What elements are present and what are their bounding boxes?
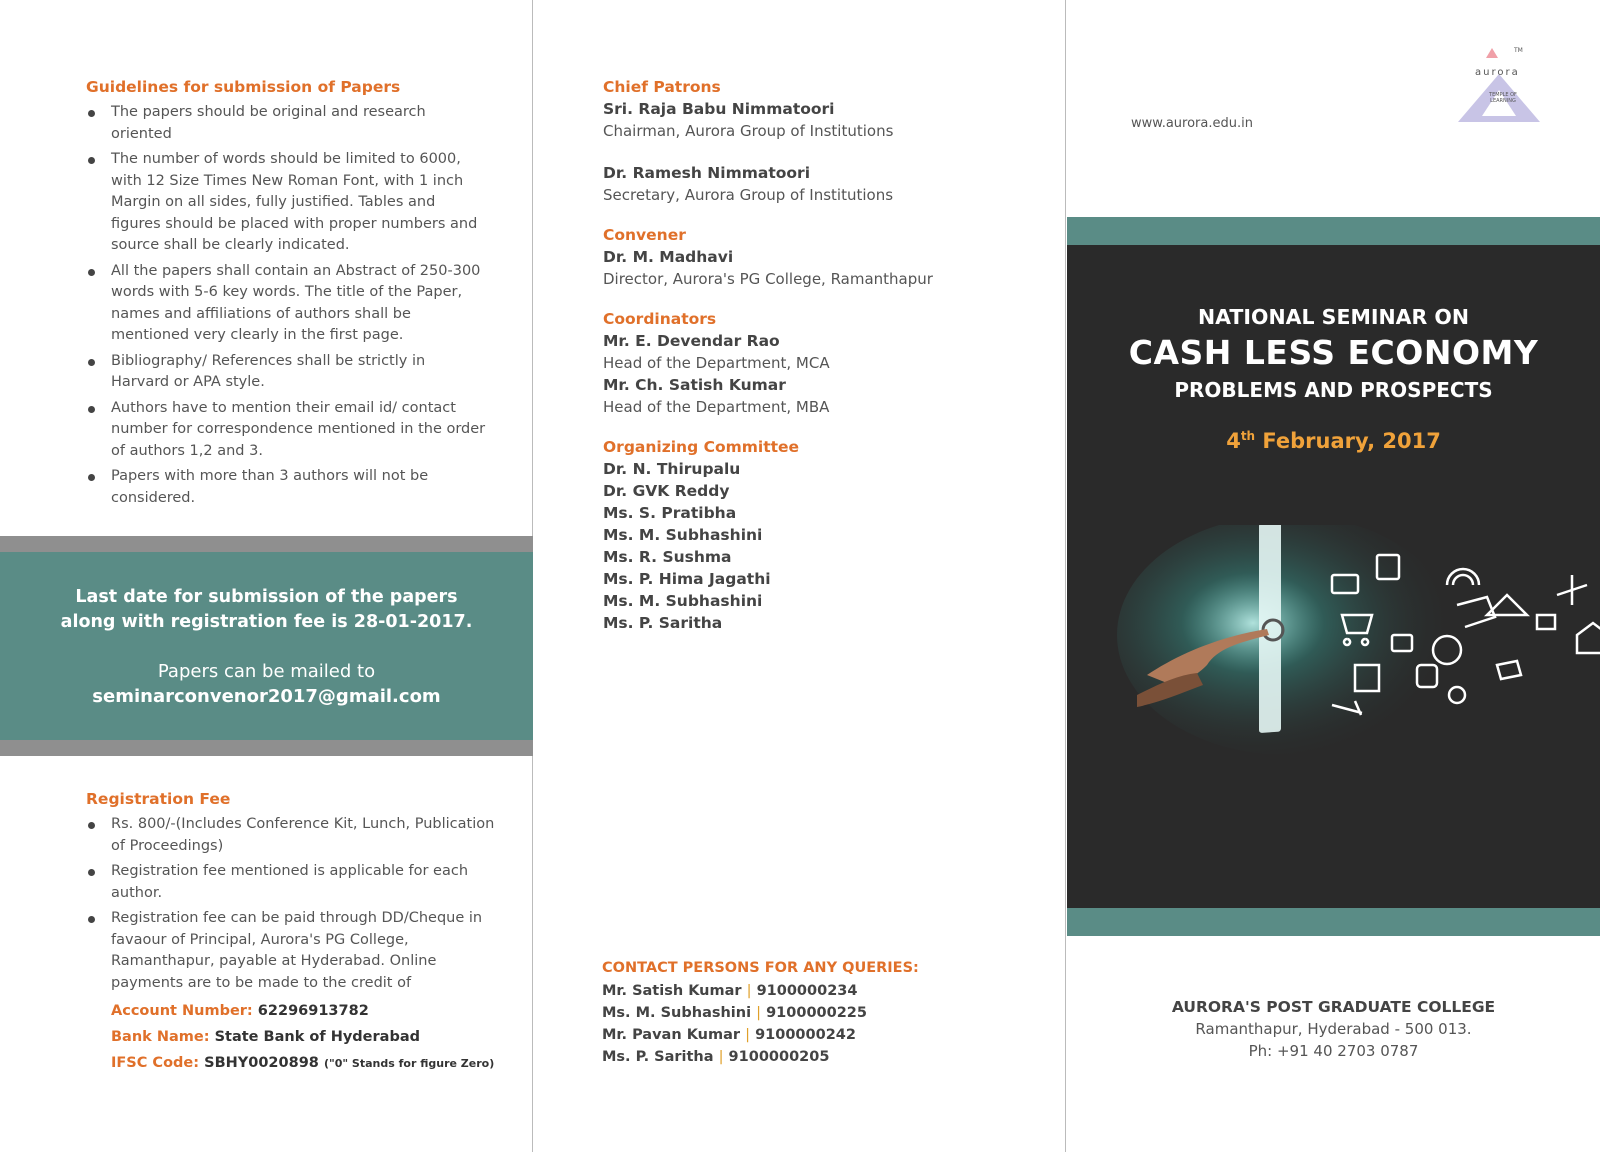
organizing-title: Organizing Committee <box>603 438 800 456</box>
seminar-title-line1: NATIONAL SEMINAR ON <box>1197 305 1469 329</box>
contact-phone[interactable]: 9100000234 <box>756 983 858 999</box>
contact-name: Mr. Satish Kumar <box>602 983 742 999</box>
list-item: Registration fee can be paid through DD/Cheque in favaour of Principal, Aurora's PG College, Ramanthapur, payable at Hyderabad. Online payments are to be made to the credit of <box>86 908 496 994</box>
date-suffix: th <box>1240 429 1256 443</box>
committee-member: Ms. M. Subhashini <box>603 592 763 610</box>
seminar-title-main: CASH LESS ECONOMY <box>1128 333 1539 372</box>
coordinators-title: Coordinators <box>603 310 717 328</box>
ifsc-note: ("0" Stands for figure Zero) <box>323 1057 495 1070</box>
account-number <box>86 998 496 1024</box>
list-item: Authors have to mention their email id/ contact number for correspondence mentioned in the order of authors 1,2 and 3. <box>86 398 486 463</box>
patron-role: Chairman, Aurora Group of Institutions <box>603 122 894 140</box>
contacts-section <box>602 960 1042 1068</box>
left-panel <box>0 0 533 1152</box>
contact-row <box>602 1024 1042 1046</box>
account-label: Account Number: <box>111 1003 253 1019</box>
convener-title: Convener <box>603 226 686 244</box>
date-rest: February, 2017 <box>1255 429 1441 453</box>
college-phone: Ph: +91 40 2703 0787 <box>1248 1042 1419 1060</box>
bank-value: State Bank of Hyderabad <box>214 1029 420 1045</box>
website-link[interactable]: www.aurora.edu.in <box>1131 116 1253 131</box>
bank-name <box>86 1024 496 1050</box>
convener-role: Director, Aurora's PG College, Ramanthapur <box>603 270 933 288</box>
logo-tm: TM <box>1514 47 1523 54</box>
ifsc-code <box>86 1050 496 1077</box>
committee-section <box>603 78 1043 634</box>
college-name: AURORA'S POST GRADUATE COLLEGE <box>1171 998 1496 1016</box>
contact-phone[interactable]: 9100000205 <box>728 1049 830 1065</box>
deadline-text <box>0 585 533 635</box>
contact-row <box>602 1002 1042 1024</box>
committee-member: Dr. N. Thirupalu <box>603 460 741 478</box>
coordinator-name: Mr. Ch. Satish Kumar <box>603 376 786 394</box>
logo-tagline: TEMPLE OF LEARNING <box>1489 92 1517 104</box>
logo-wordmark: aurora <box>1475 67 1520 78</box>
list-item: Rs. 800/-(Includes Conference Kit, Lunch, Publication of Proceedings) <box>86 814 496 857</box>
seminar-subtitle: PROBLEMS AND PROSPECTS <box>1174 378 1493 402</box>
gray-band-top <box>0 536 533 552</box>
aurora-logo-icon <box>1454 44 1544 126</box>
mail-label: Papers can be mailed to <box>157 661 376 682</box>
separator: | <box>756 1005 762 1021</box>
contact-name: Mr. Pavan Kumar <box>602 1027 741 1043</box>
contacts-title: CONTACT PERSONS FOR ANY QUERIES: <box>602 960 919 976</box>
guidelines-list <box>86 102 486 509</box>
list-item: Registration fee mentioned is applicable for each author. <box>86 861 496 904</box>
seminar-date <box>1067 429 1600 453</box>
gray-band-bottom <box>0 740 533 756</box>
guidelines-section <box>86 78 486 513</box>
coordinator-role: Head of the Department, MBA <box>603 398 830 416</box>
committee-member: Ms. P. Hima Jagathi <box>603 570 771 588</box>
committee-member: Ms. P. Saritha <box>603 614 723 632</box>
registration-title: Registration Fee <box>86 790 231 808</box>
chief-patrons-title: Chief Patrons <box>603 78 721 96</box>
teal-bar-top <box>1067 217 1600 245</box>
deadline-line-2: along with registration fee is 28-01-2017. <box>60 612 473 632</box>
coordinator-role: Head of the Department, MCA <box>603 354 830 372</box>
contact-row <box>602 980 1042 1002</box>
teal-bar-bottom <box>1067 908 1600 936</box>
list-item: All the papers shall contain an Abstract of 250-300 words with 5-6 key words. The title of the Paper, names and affiliations of authors shall be mentioned very clearly in the first page. <box>86 261 486 347</box>
email-link[interactable]: seminarconvenor2017@gmail.com <box>92 686 441 707</box>
registration-list <box>86 814 496 994</box>
convener-name: Dr. M. Madhavi <box>603 248 734 266</box>
separator: | <box>745 1027 751 1043</box>
deadline-band <box>0 552 533 740</box>
list-item: The number of words should be limited to 6000, with 12 Size Times New Roman Font, with 1 inch Margin on all sides, fully justified. Tables and figures should be placed with proper numbers and source shall be clearly indicated. <box>86 149 486 257</box>
middle-panel <box>534 0 1066 1152</box>
contact-name: Ms. M. Subhashini <box>602 1005 752 1021</box>
coordinator-name: Mr. E. Devendar Rao <box>603 332 780 350</box>
college-info <box>1067 996 1600 1062</box>
cover-panel <box>1067 0 1600 1152</box>
deadline-line-1: Last date for submission of the papers <box>75 587 458 607</box>
date-day: 4 <box>1226 429 1241 453</box>
list-item: Bibliography/ References shall be strictly in Harvard or APA style. <box>86 351 486 394</box>
patron-role: Secretary, Aurora Group of Institutions <box>603 186 894 204</box>
patron-name: Dr. Ramesh Nimmatoori <box>603 164 811 182</box>
committee-member: Ms. S. Pratibha <box>603 504 737 522</box>
ifsc-value: SBHY0020898 <box>204 1055 319 1071</box>
contact-phone[interactable]: 9100000225 <box>766 1005 867 1021</box>
guidelines-title: Guidelines for submission of Papers <box>86 78 401 96</box>
digital-payments-illustration-icon <box>1117 525 1600 785</box>
committee-member: Dr. GVK Reddy <box>603 482 730 500</box>
college-address: Ramanthapur, Hyderabad - 500 013. <box>1195 1020 1472 1038</box>
contact-phone[interactable]: 9100000242 <box>755 1027 856 1043</box>
bank-label: Bank Name: <box>111 1029 210 1045</box>
ifsc-label: IFSC Code: <box>111 1055 200 1071</box>
separator: | <box>746 983 752 999</box>
cover-dark-block <box>1067 245 1600 908</box>
registration-section <box>86 790 496 1077</box>
contact-row <box>602 1046 1042 1068</box>
contact-name: Ms. P. Saritha <box>602 1049 714 1065</box>
account-value: 62296913782 <box>257 1003 369 1019</box>
committee-member: Ms. R. Sushma <box>603 548 732 566</box>
list-item: Papers with more than 3 authors will not be considered. <box>86 466 486 509</box>
separator: | <box>718 1049 724 1065</box>
list-item: The papers should be original and research oriented <box>86 102 486 145</box>
patron-name: Sri. Raja Babu Nimmatoori <box>603 100 835 118</box>
committee-member: Ms. M. Subhashini <box>603 526 763 544</box>
